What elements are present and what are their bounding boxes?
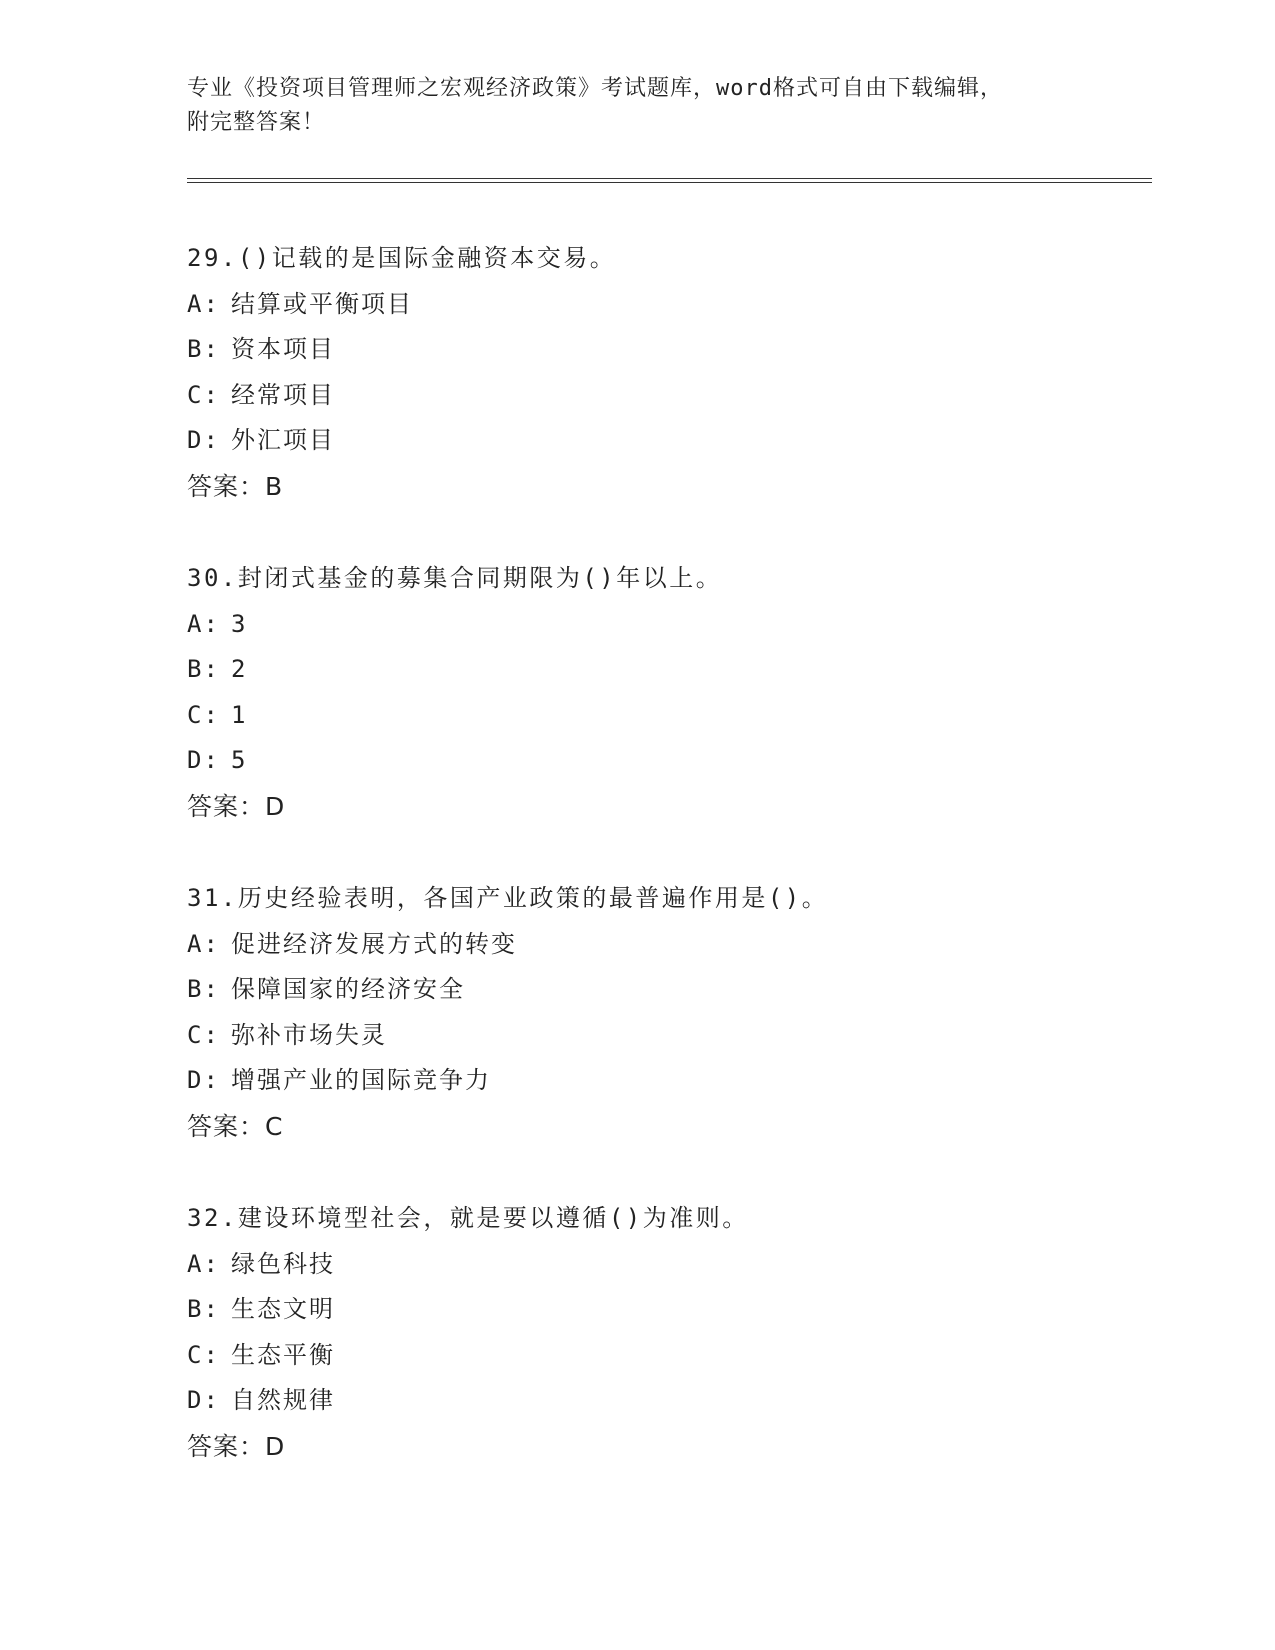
option-d <box>187 1378 1147 1424</box>
answer-line: 答案：D <box>187 791 286 821</box>
option-letter: A: <box>187 1249 220 1278</box>
option-letter: A: <box>187 609 220 638</box>
option-b <box>187 967 1147 1013</box>
option-letter: D: <box>187 1386 220 1414</box>
option-b <box>187 327 1147 373</box>
question-title: 30.封闭式基金的募集合同期限为()年以上。 <box>187 564 723 592</box>
option-letter: C: <box>187 380 220 409</box>
option-a <box>187 602 1147 648</box>
option-c <box>187 373 1147 419</box>
option-b <box>187 647 1147 693</box>
header-line-1: 专业《投资项目管理师之宏观经济政策》考试题库，word格式可自由下载编辑， <box>187 76 1003 101</box>
option-c <box>187 693 1147 739</box>
option-c <box>187 1013 1147 1059</box>
question-title: 29.()记载的是国际金融资本交易。 <box>187 244 617 272</box>
option-letter: A: <box>187 929 220 958</box>
question-32 <box>187 1196 1147 1516</box>
header-divider <box>187 178 1152 183</box>
option-d <box>187 738 1147 784</box>
option-text: 外汇项目 <box>231 426 335 454</box>
option-text: 2 <box>231 655 248 683</box>
answer-line: 答案：C <box>187 1111 284 1141</box>
option-text: 资本项目 <box>231 335 335 363</box>
option-a <box>187 282 1147 328</box>
option-letter: B: <box>187 1295 220 1323</box>
option-text: 增强产业的国际竞争力 <box>231 1066 491 1094</box>
option-letter: B: <box>187 655 220 683</box>
option-letter: B: <box>187 975 220 1003</box>
option-text: 结算或平衡项目 <box>231 289 413 318</box>
question-title: 32.建设环境型社会，就是要以遵循()为准则。 <box>187 1204 749 1232</box>
option-text: 经常项目 <box>231 380 335 409</box>
option-text: 生态平衡 <box>231 1340 335 1369</box>
option-text: 1 <box>231 700 248 729</box>
option-text: 促进经济发展方式的转变 <box>231 929 517 958</box>
option-text: 3 <box>231 609 248 638</box>
option-letter: B: <box>187 335 220 363</box>
question-29 <box>187 236 1147 556</box>
option-letter: A: <box>187 289 220 318</box>
option-text: 5 <box>231 746 248 774</box>
option-d <box>187 1058 1147 1104</box>
option-letter: C: <box>187 1340 220 1369</box>
option-letter: C: <box>187 700 220 729</box>
option-letter: D: <box>187 1066 220 1094</box>
option-c <box>187 1333 1147 1379</box>
option-letter: D: <box>187 746 220 774</box>
question-31 <box>187 876 1147 1196</box>
option-text: 保障国家的经济安全 <box>231 975 465 1003</box>
option-letter: D: <box>187 426 220 454</box>
question-30 <box>187 556 1147 876</box>
option-text: 绿色科技 <box>231 1249 335 1278</box>
document-header <box>187 72 1087 140</box>
header-line-2: 附完整答案！ <box>187 110 326 135</box>
answer-line: 答案：D <box>187 1431 286 1461</box>
option-a <box>187 922 1147 968</box>
option-a <box>187 1242 1147 1288</box>
option-text: 生态文明 <box>231 1295 335 1323</box>
answer-line: 答案：B <box>187 471 284 501</box>
question-list <box>187 236 1147 1516</box>
option-letter: C: <box>187 1020 220 1049</box>
question-title: 31.历史经验表明，各国产业政策的最普遍作用是()。 <box>187 884 829 912</box>
option-text: 自然规律 <box>231 1386 335 1414</box>
option-b <box>187 1287 1147 1333</box>
option-text: 弥补市场失灵 <box>231 1020 387 1049</box>
option-d <box>187 418 1147 464</box>
